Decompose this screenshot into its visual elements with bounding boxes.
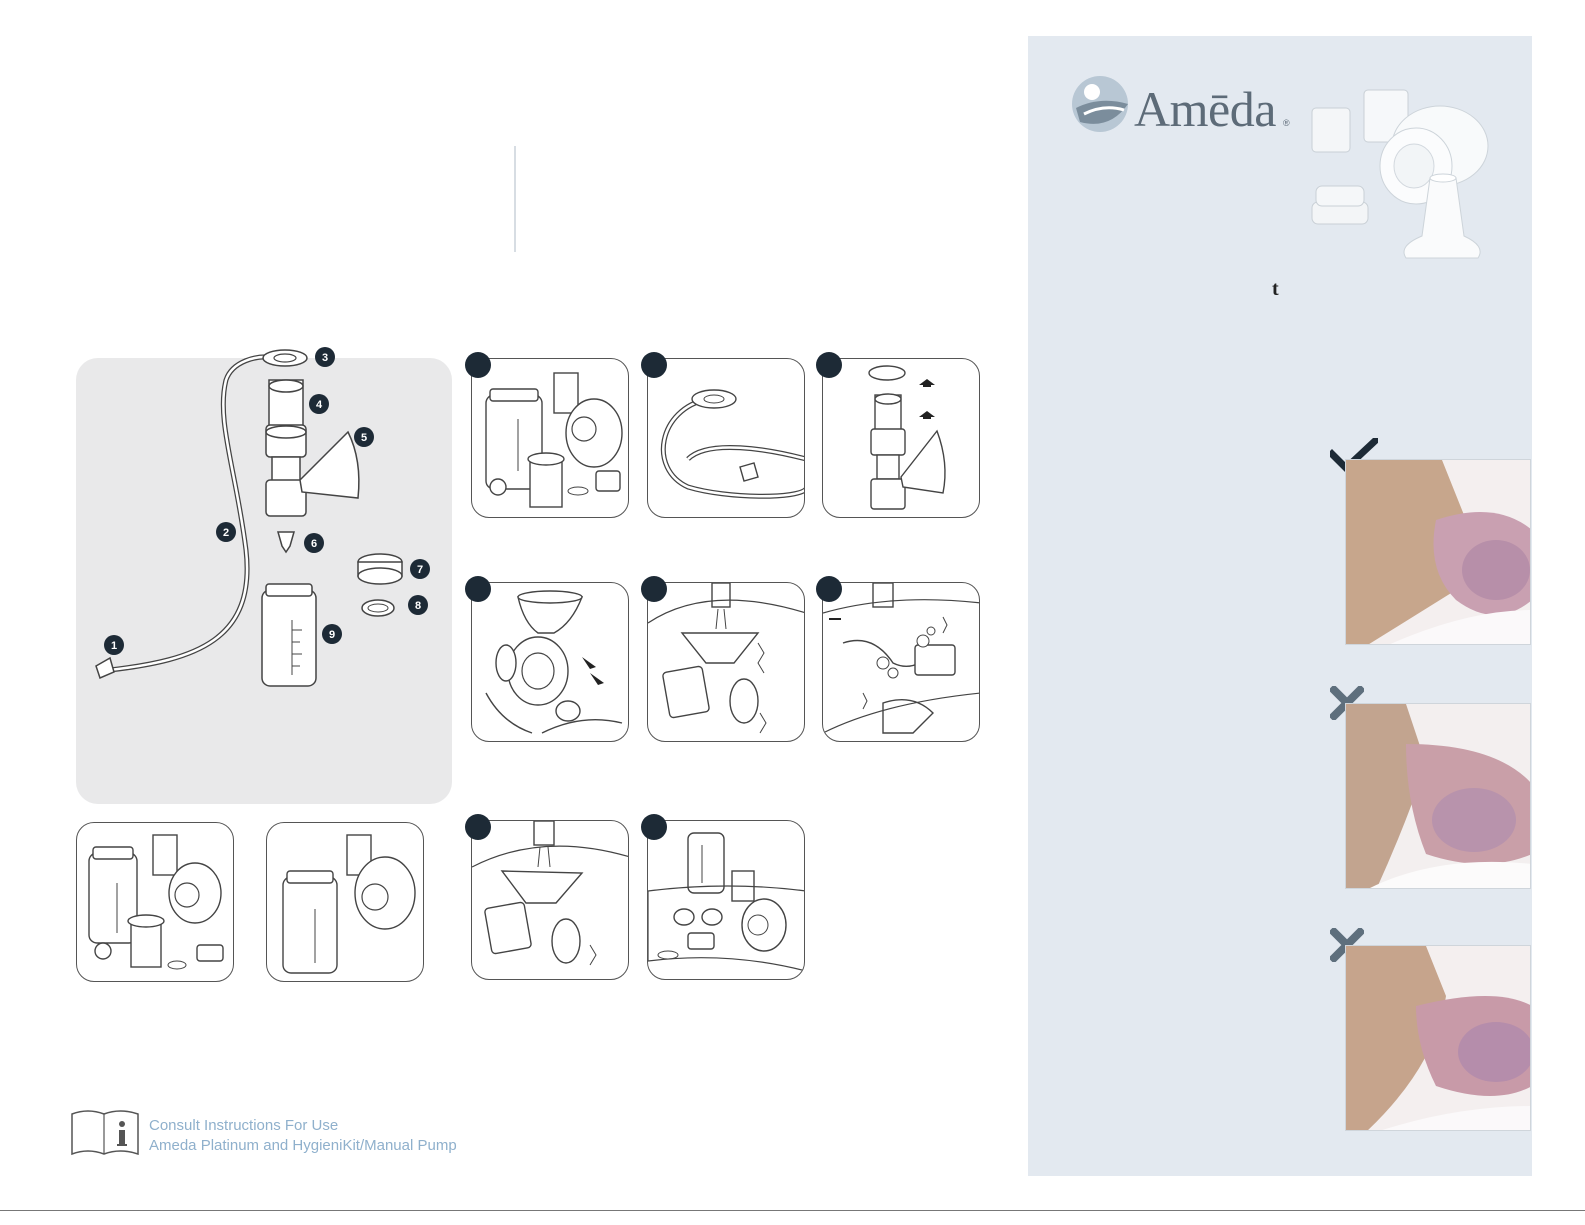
step-marker <box>816 352 842 378</box>
step-card-rinse-again <box>471 820 629 980</box>
kit-card-full <box>76 822 234 982</box>
brand-registered-mark: ® <box>1283 118 1290 128</box>
consult-ifu-notice <box>149 1116 457 1156</box>
callout-6: 6 <box>310 538 318 550</box>
fit-photo-incorrect-2 <box>1345 945 1531 1131</box>
step-card-rinse-flange <box>647 582 805 742</box>
callout-1: 1 <box>110 640 118 652</box>
step-card-tubing <box>647 358 805 518</box>
step-marker <box>816 576 842 602</box>
page-bottom-rule <box>0 1210 1585 1211</box>
step-marker <box>465 814 491 840</box>
step-marker <box>465 576 491 602</box>
step-marker <box>641 352 667 378</box>
kit-card-manual <box>266 822 424 982</box>
fit-photo-correct <box>1345 459 1531 645</box>
consult-ifu-line-2: Ameda Platinum and HygieniKit/Manual Pump <box>149 1137 457 1154</box>
brand-name: Amēda <box>1134 81 1276 137</box>
callout-7: 7 <box>416 564 424 576</box>
step-marker <box>641 576 667 602</box>
step-marker <box>465 352 491 378</box>
step-card-disassemble-parts <box>471 358 629 518</box>
consult-ifu-line-1: Consult Instructions For Use <box>149 1117 339 1134</box>
callout-9: 9 <box>328 629 336 641</box>
fit-photo-incorrect-1 <box>1345 703 1531 889</box>
parts-diagram <box>76 340 456 810</box>
panel-text-fragment: t <box>1272 278 1279 300</box>
callout-5: 5 <box>360 432 368 444</box>
header-divider <box>514 146 516 252</box>
callout-3: 3 <box>321 352 329 364</box>
step-card-wash-soap <box>822 582 980 742</box>
step-card-separate-flange <box>471 582 629 742</box>
step-marker <box>641 814 667 840</box>
brand-logo-icon <box>1070 74 1134 134</box>
step-card-remove-cap <box>822 358 980 518</box>
callout-2: 2 <box>222 527 230 539</box>
product-photo <box>1306 86 1496 268</box>
callout-4: 4 <box>315 399 323 411</box>
callout-8: 8 <box>414 600 422 612</box>
step-card-air-dry <box>647 820 805 980</box>
instructions-book-icon <box>70 1108 140 1156</box>
